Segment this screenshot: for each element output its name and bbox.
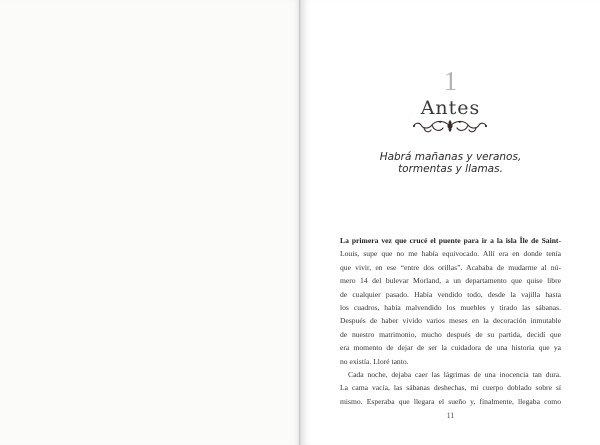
body-line: mero 14 del bulevar Morland, a un departamento que quise libre (340, 276, 561, 286)
floral-divider-icon (410, 116, 490, 136)
body-line: que vivir, en ese “entre dos orillas”. Acababa de mudarme al nú- (340, 262, 561, 272)
chapter-body (340, 234, 561, 408)
page-number: 11 (446, 411, 455, 420)
body-line: Louis, supe que no me había equivocado. Allí era en donde tenía (340, 249, 561, 259)
body-line: Cada noche, dejaba caer las lágrimas de una inocencia tan dura. (348, 370, 561, 380)
chapter-title: Antes (420, 97, 481, 119)
body-line: Después de haber vivido varios meses en la decoración inmutable (340, 316, 561, 326)
lead-line: La primera vez que crucé el puente para ir a la isla Île de Saint- (340, 236, 561, 245)
epigraph-line: tormentas y llamas. (398, 163, 503, 175)
right-page (301, 0, 600, 445)
body-line: no existía. Lloré tanto. (340, 356, 409, 366)
chapter-number: 1 (443, 66, 458, 96)
body-line: mismo. Esperaba que llegara el sueño y, finalmente, llegaba como (340, 396, 561, 406)
body-line: los cuadros, había malvendido los muebles y tirado las sábanas. (340, 303, 561, 313)
epigraph-line: Habrá mañanas y veranos, (379, 151, 522, 163)
body-line: de cualquier pasado. Había vendido todo, desde la vajilla hasta (340, 289, 561, 299)
epigraph (341, 151, 560, 175)
body-line: de nuestro matrimonio, mucho después de su partida, decidí que (340, 329, 561, 339)
body-line: era momento de dejar de ser la cuidadora de una historia que ya (340, 343, 561, 353)
body-line: La cama vacía, las sábanas deshechas, mi cuerpo doblado sobre sí (340, 383, 561, 393)
